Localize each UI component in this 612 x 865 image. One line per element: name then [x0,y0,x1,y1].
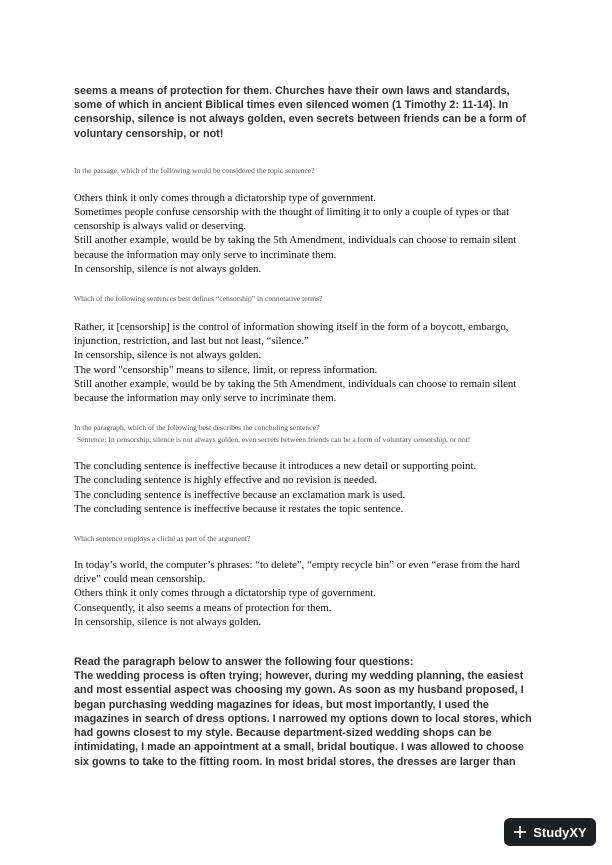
answer-list [74,558,540,629]
passage-heading: Read the paragraph below to answer the following four questions: [74,656,414,669]
passage-body: The wedding process is often trying; however, during my wedding planning, the easiest and most essential aspect was choosing my gown. As soon as my husband proposed, I began purchasing wedding magazines for ideas, but most importantly, I used the magazines in search of dress options. I narrowed my options down to local stores, which had gowns closest to my style. Because department-sized wedding shops can be intimidating, I made an appointment at a small, bridal boutique. I was allowed to choose six gowns to take to the fitting room. In most bridal stores, the dresses are larger than [74,670,532,768]
question-prompt: Which of the following sentences best defines “censorship” in connotative terms? [74,294,323,304]
answer-option[interactable]: Consequently, it also seems a means of protection for them. [74,601,332,614]
answer-list [74,459,540,516]
answer-list [74,320,540,405]
studyxy-badge[interactable] [504,818,596,846]
answer-option[interactable]: In censorship, silence is not always golden. [74,349,262,362]
answer-list [74,191,540,276]
answer-option[interactable]: Others think it only comes through a dictatorship type of government. [74,191,376,204]
answer-option[interactable]: In today’s world, the computer’s phrases: “to delete”, “empty recycle bin” or even “erase from the hard drive” could mean censorship. [74,559,520,586]
answer-option[interactable]: The concluding sentence is highly effective and no revision is needed. [74,474,377,487]
answer-option[interactable]: In censorship, silence is not always golden. [74,615,262,628]
answer-option[interactable]: The concluding sentence is ineffective because it introduces a new detail or supporting point. [74,460,477,473]
answer-option[interactable]: Still another example, would be by taking the 5th Amendment, individuals can choose to remain silent because the information may only serve to incriminate them. [74,234,517,261]
answer-option[interactable]: Rather, it [censorship] is the control of information showing itself in the form of a boycott, embargo, injunction, restriction, and last but not least, “silence.” [74,321,509,348]
intro-paragraph: seems a means of protection for them. Churches have their own laws and standards, some of which in ancient Biblical times even silenced women (1 Timothy 2: 11-14). In censorship, silence is not always golden, even secrets between friends can be a form of voluntary censorship, or not! [74,85,526,140]
question-prompt: Which sentence employs a cliché as part of the argument? [74,534,251,544]
answer-option[interactable]: Sometimes people confuse censorship with the thought of limiting it to only a couple of types or that censorship is always valid or deserving. [74,206,510,233]
plus-icon [513,825,527,839]
document-page [74,84,540,769]
answer-option[interactable]: The concluding sentence is ineffective because it restates the topic sentence. [74,502,404,515]
question-prompt: In the passage, which of the following would be considered the topic sentence? [74,165,315,175]
answer-option[interactable]: Others think it only comes through a dictatorship type of government. [74,587,376,600]
answer-option[interactable]: Still another example, would be by taking the 5th Amendment, individuals can choose to remain silent because the information may only serve to incriminate them. [74,377,517,405]
question-sentence: Sentence: In censorship, silence is not always golden, even secrets between friends can be a form of voluntary censorship, or not! [77,435,471,445]
answer-option[interactable]: In censorship, silence is not always golden. [74,262,262,275]
answer-option[interactable]: The word "censorship" means to silence, limit, or repress information. [74,363,378,376]
badge-label: StudyXY [533,824,587,840]
question-prompt: In the paragraph, which of the following best describes the concluding sentence? [74,423,320,433]
answer-option[interactable]: The concluding sentence is ineffective because an exclamation mark is used. [74,488,406,501]
